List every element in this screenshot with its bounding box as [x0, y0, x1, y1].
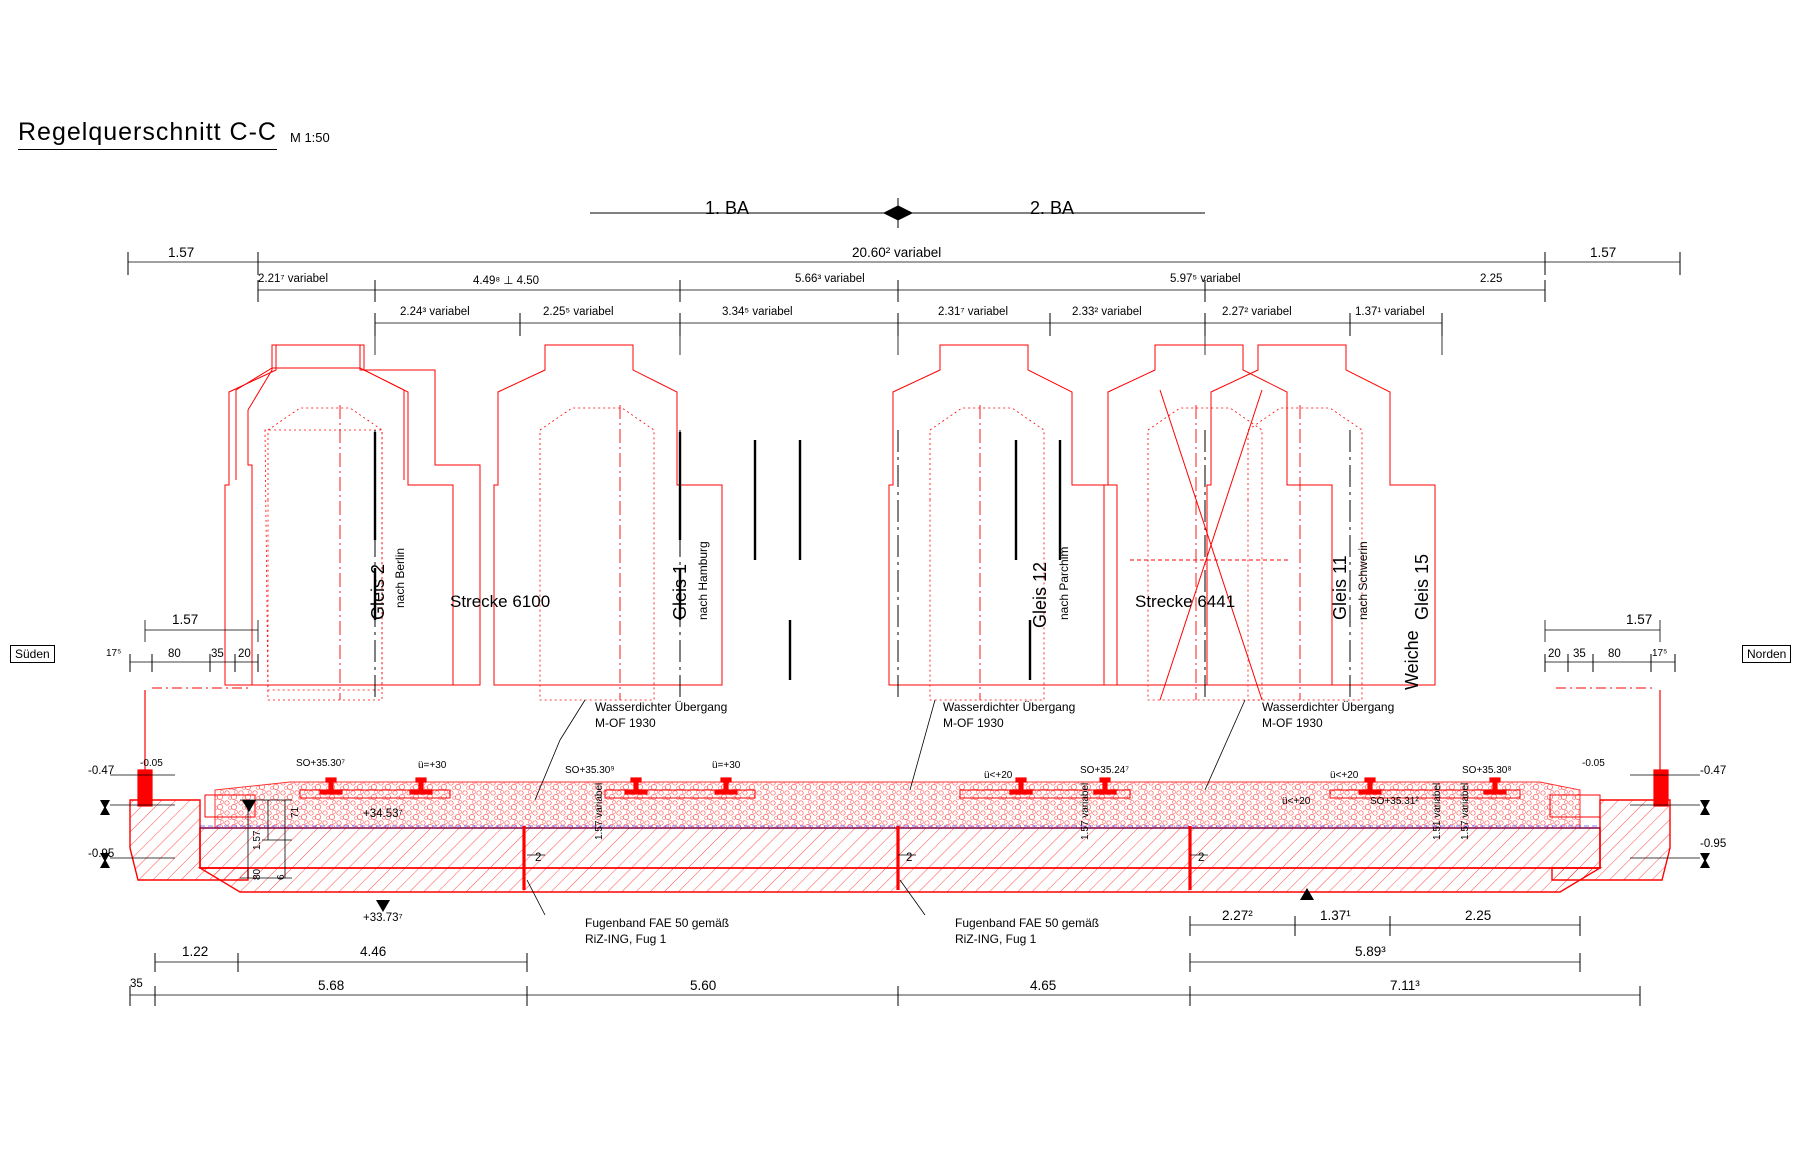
track-label-gleis-2: Gleis 2 — [368, 563, 388, 620]
left-dim-top: 1.57 — [172, 612, 199, 627]
dim-total: 20.60² variabel — [852, 245, 942, 260]
orientation-sueden: Süden — [10, 645, 55, 663]
bottom-r3-0: 35 — [130, 978, 143, 990]
sealing-note-2-line1: Fugenband FAE 50 gemäß — [955, 916, 1100, 930]
track-label-gleis-1: Gleis 1 — [670, 563, 690, 620]
segment-mark-2: 2 — [1198, 852, 1205, 864]
level-right-1: -0.47 — [1700, 765, 1727, 777]
sealing-note-1-line2: RiZ-ING, Fug 1 — [585, 932, 667, 946]
orientation-norden: Norden — [1742, 645, 1791, 663]
right-dim-2: 80 — [1608, 648, 1621, 660]
dim-row3-4: 2.33² variabel — [1072, 306, 1142, 318]
segment-mark-0: 2 — [535, 852, 542, 864]
bottom-r2-right: 5.89³ — [1355, 944, 1386, 959]
elevation-4: ü<+20 — [984, 770, 1013, 781]
elevation-0: SO+35.30⁷ — [296, 758, 345, 769]
track-dir-gleis-1: nach Hamburg — [696, 541, 710, 620]
level-right-2: -0.95 — [1700, 838, 1727, 850]
level-left-2: -0.95 — [88, 848, 115, 860]
vertical-variabel-1: 1.57 variabel — [1080, 782, 1091, 840]
track-label-gleis-12: Gleis 12 — [1030, 561, 1050, 628]
joint-note-3-line2: M-OF 1930 — [1262, 716, 1323, 730]
dim-row2-2: 5.66³ variabel — [795, 273, 865, 285]
track-dir-gleis-2: nach Berlin — [393, 547, 407, 608]
elevation-9: SO+35.31² — [1370, 796, 1419, 807]
right-dim-3: 17⁵ — [1652, 648, 1668, 659]
level-left-0: -0.05 — [140, 758, 163, 769]
track-label-gleis-15: Gleis 15 — [1412, 553, 1432, 620]
dim-row3-0: 2.24³ variabel — [400, 306, 470, 318]
vertical-variabel-2: 1.51 variabel — [1432, 782, 1443, 840]
bottom-r1-right-0: 2.27² — [1222, 908, 1253, 923]
left-dim-1: 80 — [168, 648, 181, 660]
track-label-gleis-11: Gleis 11 — [1330, 555, 1350, 620]
height-mark-0: +34.53⁷ — [363, 808, 403, 820]
dim-row3-3: 2.31⁷ variabel — [938, 306, 1009, 318]
dim-row2-0: 2.21⁷ variabel — [258, 273, 329, 285]
elevation-1: ü=+30 — [418, 760, 447, 771]
joint-note-2-line2: M-OF 1930 — [943, 716, 1004, 730]
dim-row2-3: 5.97⁵ variabel — [1170, 273, 1241, 285]
dim-row3-6: 1.37¹ variabel — [1355, 306, 1425, 318]
joint-note-1-line1: Wasserdichter Übergang — [595, 700, 728, 714]
left-vdim-3: 6 — [276, 874, 287, 880]
joint-note-3-line1: Wasserdichter Übergang — [1262, 700, 1395, 714]
page-title: Regelquerschnitt C-C — [18, 118, 277, 150]
elevation-2: SO+35.30⁹ — [565, 765, 615, 776]
bottom-r3-1: 5.68 — [318, 978, 345, 993]
level-left-1: -0.47 — [88, 765, 115, 777]
bottom-r3-2: 5.60 — [690, 978, 717, 993]
sealing-note-2-line2: RiZ-ING, Fug 1 — [955, 932, 1037, 946]
dim-row3-2: 3.34⁵ variabel — [722, 306, 793, 318]
stage-1-label: 1. BA — [705, 198, 750, 218]
segment-mark-1: 2 — [906, 852, 913, 864]
bottom-r1-right-2: 2.25 — [1465, 908, 1492, 923]
height-mark-1: +33.73⁷ — [363, 912, 403, 924]
left-dim-2: 35 — [211, 648, 224, 660]
elevation-8: ü<+20 — [1282, 796, 1311, 807]
track-dir-gleis-12: nach Parchim — [1057, 546, 1071, 620]
left-dim-0: 17⁵ — [106, 648, 122, 659]
left-vdim-1: 71 — [290, 806, 301, 818]
route-label-6100: Strecke 6100 — [450, 592, 551, 611]
vertical-variabel-0: 1.57 variabel — [594, 782, 605, 840]
switch-label: Weiche — [1402, 630, 1422, 690]
bottom-r3-4: 7.11³ — [1390, 978, 1420, 993]
vertical-variabel-3: 1.57 variabel — [1460, 782, 1471, 840]
dim-row3-5: 2.27² variabel — [1222, 306, 1292, 318]
left-dim-3: 20 — [238, 648, 251, 660]
left-vdim-2: 80 — [252, 868, 263, 880]
elevation-6: ü<+20 — [1330, 770, 1359, 781]
elevation-7: SO+35.30⁸ — [1462, 765, 1512, 776]
level-right-0: -0.05 — [1582, 758, 1605, 769]
dim-outer-left: 1.57 — [168, 245, 195, 260]
dim-outer-right: 1.57 — [1590, 245, 1617, 260]
elevation-3: ü=+30 — [712, 760, 741, 771]
elevation-5: SO+35.24⁷ — [1080, 765, 1129, 776]
sealing-note-1-line1: Fugenband FAE 50 gemäß — [585, 916, 730, 930]
route-label-6441: Strecke 6441 — [1135, 592, 1236, 611]
track-dir-gleis-11: nach Schwerin — [1356, 541, 1370, 620]
right-dim-0: 20 — [1548, 648, 1561, 660]
dim-row2-1: 4.49⁸ ⊥ 4.50 — [473, 275, 540, 287]
right-dim-1: 35 — [1573, 648, 1586, 660]
left-vdim-0: 1.57 — [252, 830, 263, 850]
bottom-r1-left-0: 1.22 — [182, 944, 209, 959]
bottom-r3-3: 4.65 — [1030, 978, 1057, 993]
scale-label: M 1:50 — [290, 130, 330, 145]
dim-row2-4: 2.25 — [1480, 273, 1503, 285]
bottom-r1-right-1: 1.37¹ — [1320, 908, 1351, 923]
dim-row3-1: 2.25⁵ variabel — [543, 306, 614, 318]
bottom-r1-left-1: 4.46 — [360, 944, 387, 959]
stage-2-label: 2. BA — [1030, 198, 1075, 218]
joint-note-1-line2: M-OF 1930 — [595, 716, 656, 730]
right-dim-top: 1.57 — [1626, 612, 1653, 627]
joint-note-2-line1: Wasserdichter Übergang — [943, 700, 1076, 714]
